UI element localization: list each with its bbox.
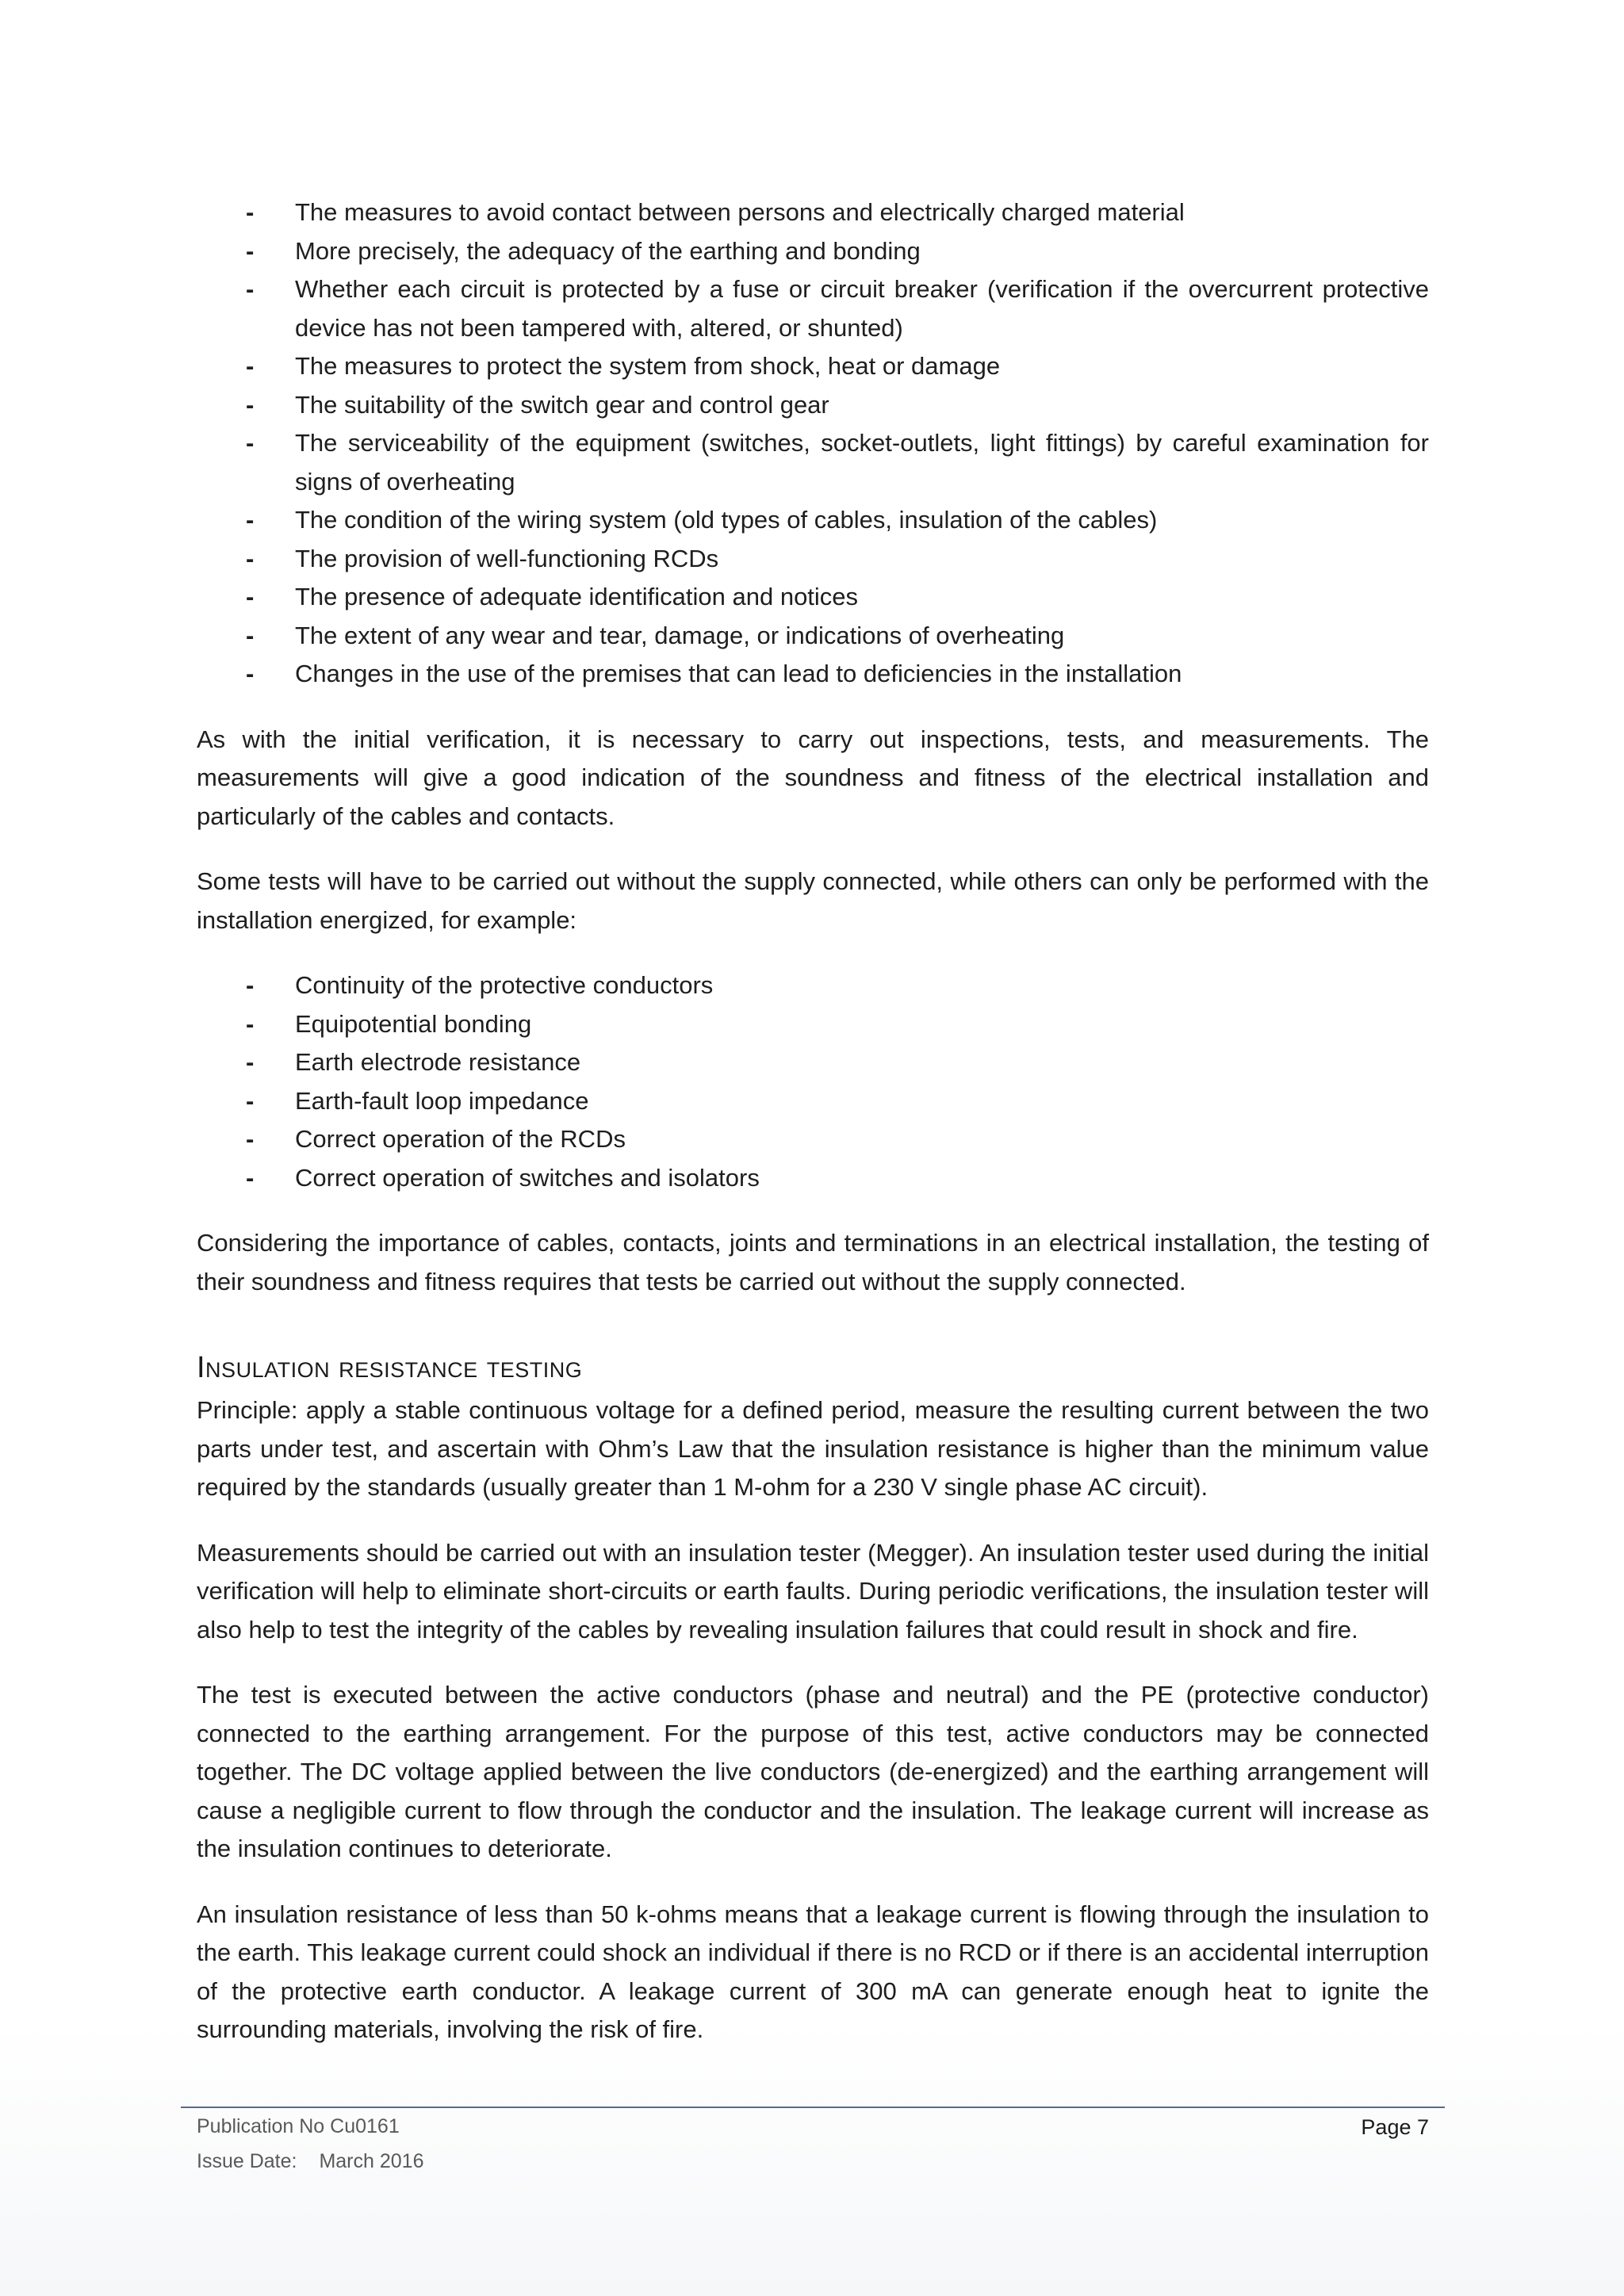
page-number: Page 7: [1361, 2115, 1429, 2139]
issue-date-line: [197, 2150, 423, 2173]
list-item: - Earth-fault loop impedance: [197, 1082, 1429, 1121]
dash-bullet-icon: -: [246, 971, 255, 999]
dash-bullet-icon: -: [246, 198, 255, 226]
dash-bullet-icon: -: [246, 1125, 255, 1153]
dash-bullet-icon: -: [246, 544, 255, 572]
dash-bullet-icon: -: [246, 275, 255, 303]
dash-bullet-icon: -: [246, 621, 255, 649]
publication-number: Publication No Cu0161: [197, 2115, 400, 2137]
dash-bullet-icon: -: [246, 352, 255, 380]
paragraph-tests-intro: Some tests will have to be carried out without the supply connected, while others can only be performed with the installation energized, for example:: [197, 867, 1429, 934]
list-item: - The measures to avoid contact between persons and electrically charged material: [197, 193, 1429, 232]
list-item: - Correct operation of the RCDs: [197, 1120, 1429, 1159]
paragraph-megger: Measurements should be carried out with an insulation tester (Megger). An insulation tester used during the initial verification will help to eliminate short-circuits or earth faults. During periodic verifications, the insulation tester will also help to test the integrity of the cables by revealing insulation failures that could result in shock and fire.: [197, 1538, 1429, 1644]
list-item: - The extent of any wear and tear, damage, or indications of overheating: [197, 617, 1429, 656]
dash-bullet-icon: -: [246, 1086, 255, 1115]
issue-date-label: Issue Date:: [197, 2150, 297, 2172]
paragraph-leakage-current: An insulation resistance of less than 50 k-ohms means that a leakage current is flowing through the insulation to the earth. This leakage current could shock an individual if there is no RCD or if there is an accidental interruption of the protective earth conductor. A leakage current of 300 mA can generate enough heat to ignite the surrounding materials, involving the risk of fire.: [197, 1900, 1429, 2043]
list-item: - Changes in the use of the premises that can lead to deficiencies in the installation: [197, 655, 1429, 694]
list-item: - More precisely, the adequacy of the earthing and bonding: [197, 232, 1429, 271]
dash-bullet-icon: -: [246, 236, 255, 265]
list-item: - Equipotential bonding: [197, 1005, 1429, 1044]
dash-bullet-icon: -: [246, 506, 255, 534]
list-item: - The measures to protect the system from shock, heat or damage: [197, 347, 1429, 386]
list-item: - The serviceability of the equipment (switches, socket-outlets, light fittings) by careful examination for signs of overheating: [197, 424, 1429, 501]
list-item: - Correct operation of switches and isolators: [197, 1159, 1429, 1198]
dash-bullet-icon: -: [246, 1163, 255, 1192]
list-item: - Whether each circuit is protected by a fuse or circuit breaker (verification if the overcurrent protective device has not been tampered with, altered, or shunted): [197, 270, 1429, 347]
issue-date-value: March 2016: [319, 2150, 424, 2172]
list-item: - The suitability of the switch gear and control gear: [197, 386, 1429, 425]
list-item: - Earth electrode resistance: [197, 1043, 1429, 1082]
list-item: - The presence of adequate identification and notices: [197, 578, 1429, 617]
page-content: [197, 193, 1429, 2076]
paragraph-inspections: As with the initial verification, it is necessary to carry out inspections, tests, and measurements. The measurements will give a good indication of the soundness and fitness of the electrical installation and particularly of the cables and contacts.: [197, 725, 1429, 830]
list-item: - The provision of well-functioning RCDs: [197, 540, 1429, 579]
list-item: - Continuity of the protective conductors: [197, 966, 1429, 1005]
paragraph-principle: Principle: apply a stable continuous voltage for a defined period, measure the resulting current between the two parts under test, and ascertain with Ohm’s Law that the insulation resistance is higher than the minimum value required by the standards (usually greater than 1 M-ohm for a 230 V single phase AC circuit).: [197, 1396, 1429, 1501]
dash-bullet-icon: -: [246, 1009, 255, 1038]
dash-bullet-icon: -: [246, 429, 255, 457]
dash-bullet-icon: -: [246, 660, 255, 687]
list-item: - The condition of the wiring system (old types of cables, insulation of the cables): [197, 501, 1429, 540]
dash-bullet-icon: -: [246, 1048, 255, 1076]
paragraph-test-execution: The test is executed between the active conductors (phase and neutral) and the PE (protective conductor) connected to the earthing arrangement. For the purpose of this test, active conductors may be connected together. The DC voltage applied between the live conductors (de-energized) and the earthing arrangement will cause a negligible current to flow through the conductor and the insulation. The leakage current will increase as the insulation continues to deteriorate.: [197, 1681, 1429, 1862]
verification-checklist: [197, 193, 1429, 694]
test-list: [197, 966, 1429, 1197]
section-heading: Insulation resistance testing: [197, 1351, 583, 1384]
dash-bullet-icon: -: [246, 583, 255, 610]
paragraph-cables-importance: Considering the importance of cables, contacts, joints and terminations in an electrical installation, the testing of their soundness and fitness requires that tests be carried out without the supply connected.: [197, 1229, 1429, 1295]
dash-bullet-icon: -: [246, 390, 255, 419]
footer-divider: [181, 2107, 1445, 2108]
